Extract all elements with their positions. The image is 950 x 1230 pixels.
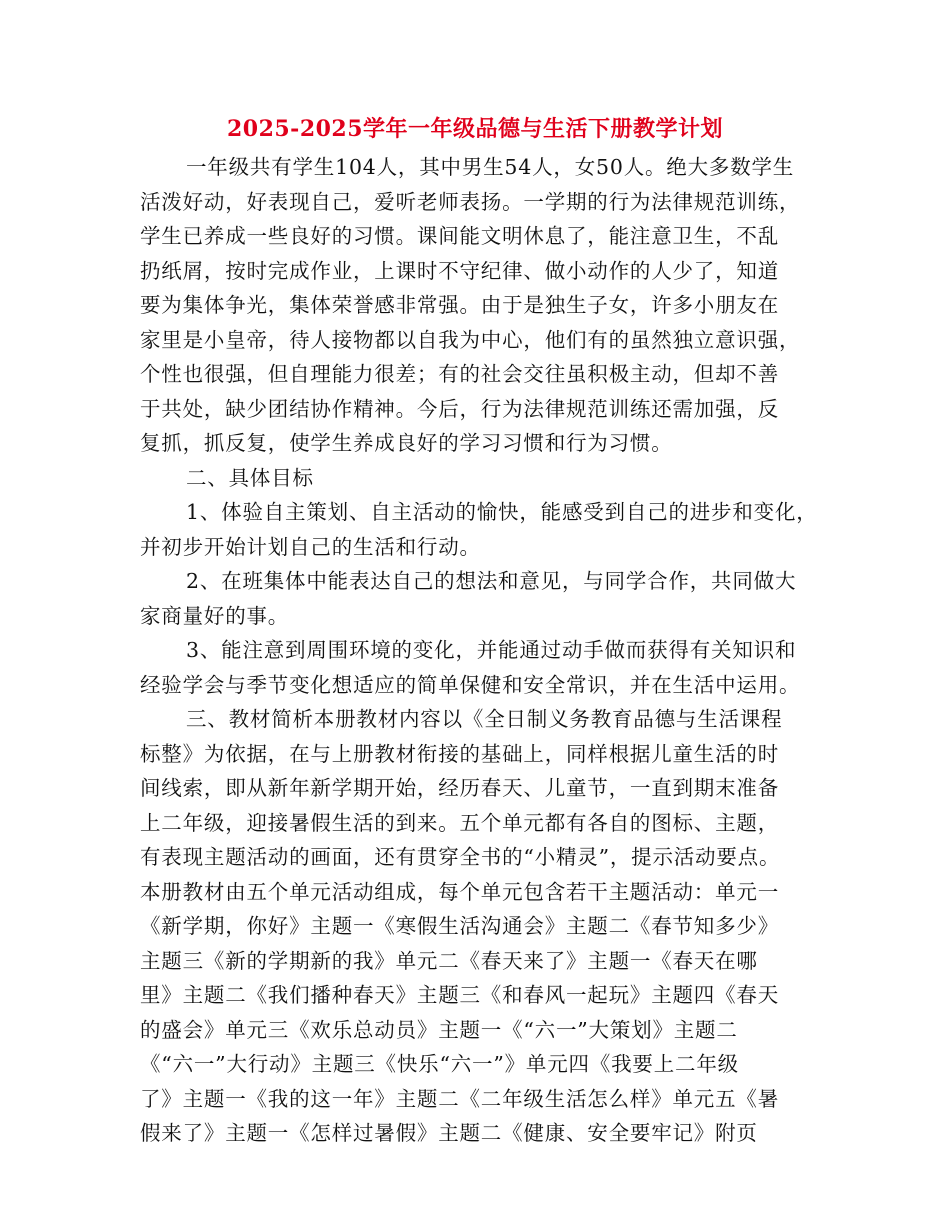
- text-line: 复抓，抓反复，使学生养成良好的学习习惯和行为习惯。: [140, 431, 673, 455]
- text-line: 学生已养成一些良好的习惯。课间能文明休息了，能注意卫生，不乱: [140, 224, 779, 248]
- text-line: 的盛会》单元三《欢乐总动员》主题一《“六一”大策划》主题二: [140, 1017, 738, 1042]
- text-line: 扔纸屑，按时完成作业，上课时不守纪律、做小动作的人少了，知道: [140, 258, 779, 283]
- text-line: 本册教材由五个单元活动组成，每个单元包含若干主题活动：单元一: [140, 879, 779, 904]
- text-line: 个性也很强，但自理能力很差；有的社会交往虽积极主动，但却不善: [140, 362, 779, 386]
- text-line: 于共处，缺少团结协作精神。今后，行为法律规范训练还需加强，反: [140, 396, 779, 421]
- text-line: 一年级共有学生104人，其中男生54人，女50人。绝大多数学生: [186, 155, 795, 179]
- text-line: 上二年级，迎接暑假生活的到来。五个单元都有各自的图标、主题，: [140, 810, 779, 835]
- text-line: 三、教材简析本册教材内容以《全日制义务教育品德与生活课程: [186, 707, 783, 731]
- text-line: 活泼好动，好表现自己，爱听老师表扬。一学期的行为法律规范训练，: [140, 189, 801, 214]
- text-line: 主题三《新的学期新的我》单元二《春天来了》主题一《春天在哪: [140, 948, 758, 973]
- text-line: 假来了》主题一《怎样过暑假》主题二《健康、安全要牢记》附页: [140, 1121, 758, 1145]
- text-line: 《“六一”大行动》主题三《快乐“六一”》单元四《我要上二年级: [140, 1052, 739, 1076]
- text-line: 2、在班集体中能表达自己的想法和意见，与同学合作，共同做大: [186, 569, 797, 593]
- text-line: 家商量好的事。: [140, 603, 290, 628]
- text-line: 里》主题二《我们播种春天》主题三《和春风一起玩》主题四《春天: [140, 983, 779, 1007]
- text-line: 了》主题一《我的这一年》主题二《二年级生活怎么样》单元五《暑: [140, 1086, 779, 1111]
- text-line: 家里是小皇帝，待人接物都以自我为中心，他们有的虽然独立意识强，: [140, 327, 801, 352]
- text-line: 有表现主题活动的画面，还有贯穿全书的“小精灵”，提示活动要点。: [140, 845, 781, 869]
- text-line: 标整》为依据，在与上册教材衔接的基础上，同样根据儿童生活的时: [140, 741, 779, 766]
- text-line: 并初步开始计划自己的生活和行动。: [140, 534, 481, 559]
- text-line: 间线索，即从新年新学期开始，经历春天、儿童节，一直到期末准备: [140, 776, 779, 800]
- text-line: 经验学会与季节变化想适应的简单保健和安全常识，并在生活中运用。: [140, 672, 801, 697]
- document-title: 2025-2025学年一年级品德与生活下册教学计划: [226, 116, 724, 142]
- text-line: 1、体验自主策划、自主活动的愉快，能感受到自己的进步和变化，: [186, 500, 818, 524]
- text-line: 《新学期，你好》主题一《寒假生活沟通会》主题二《春节知多少》: [140, 914, 779, 938]
- text-line: 3、能注意到周围环境的变化，并能通过动手做而获得有关知识和: [186, 638, 797, 662]
- text-line: 二、具体目标: [186, 465, 314, 490]
- text-line: 要为集体争光，集体荣誉感非常强。由于是独生子女，许多小朋友在: [140, 293, 779, 317]
- document-body: [140, 150, 820, 1151]
